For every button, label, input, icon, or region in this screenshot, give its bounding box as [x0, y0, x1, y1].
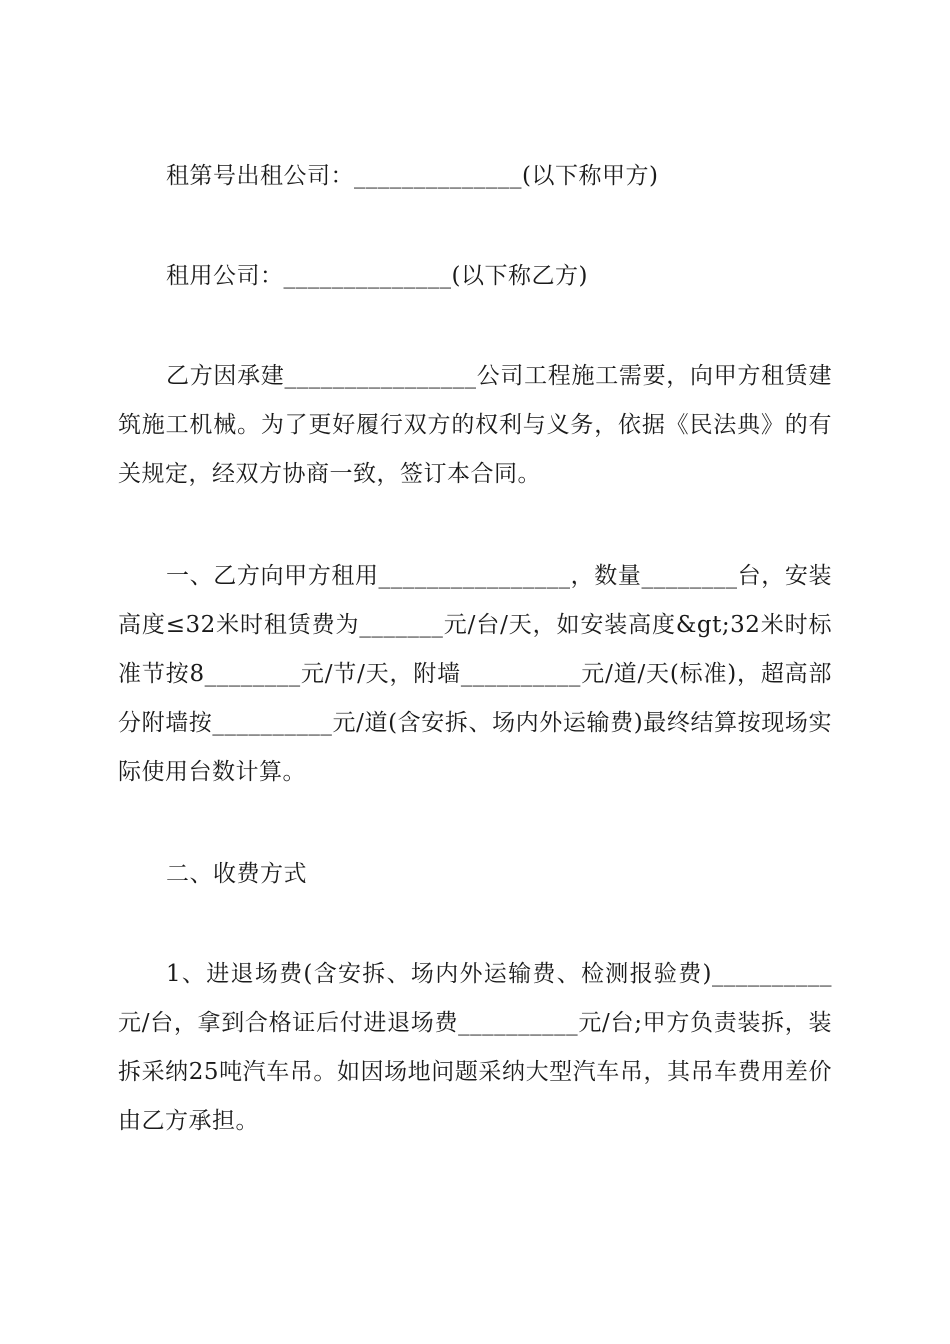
preamble-paragraph: 乙方因承建________________公司工程施工需要，向甲方租赁建筑施工机械。为了更好履行双方的权利与义务，依据《民法典》的有关规定，经双方协商一致，签订本合同。: [118, 363, 832, 487]
lessee-line: 租用公司：______________(以下称乙方): [166, 263, 588, 289]
lessor-line: 租第号出租公司：______________(以下称甲方): [166, 163, 659, 189]
fee-item-one-paragraph: 1、进退场费(含安拆、场内外运输费、检测报验费)__________元/台，拿到合格证后付进退场费__________元/台;甲方负责装拆，装拆采纳25吨汽车吊。如因场地问题采纳大型汽车吊，其吊车费用差价由乙方承担。: [118, 961, 832, 1134]
section-two-heading: 二、收费方式: [166, 861, 307, 887]
clause-one-paragraph: 一、乙方向甲方租用________________，数量________台，安装高度≤32米时租赁费为_______元/台/天，如安装高度&gt;32米时标准节按8________元/节/天，附墙__________元/道/天(标准)，超高部分附墙按__________元/道(含安拆、场内外运输费)最终结算按现场实际使用台数计算。: [118, 563, 832, 785]
